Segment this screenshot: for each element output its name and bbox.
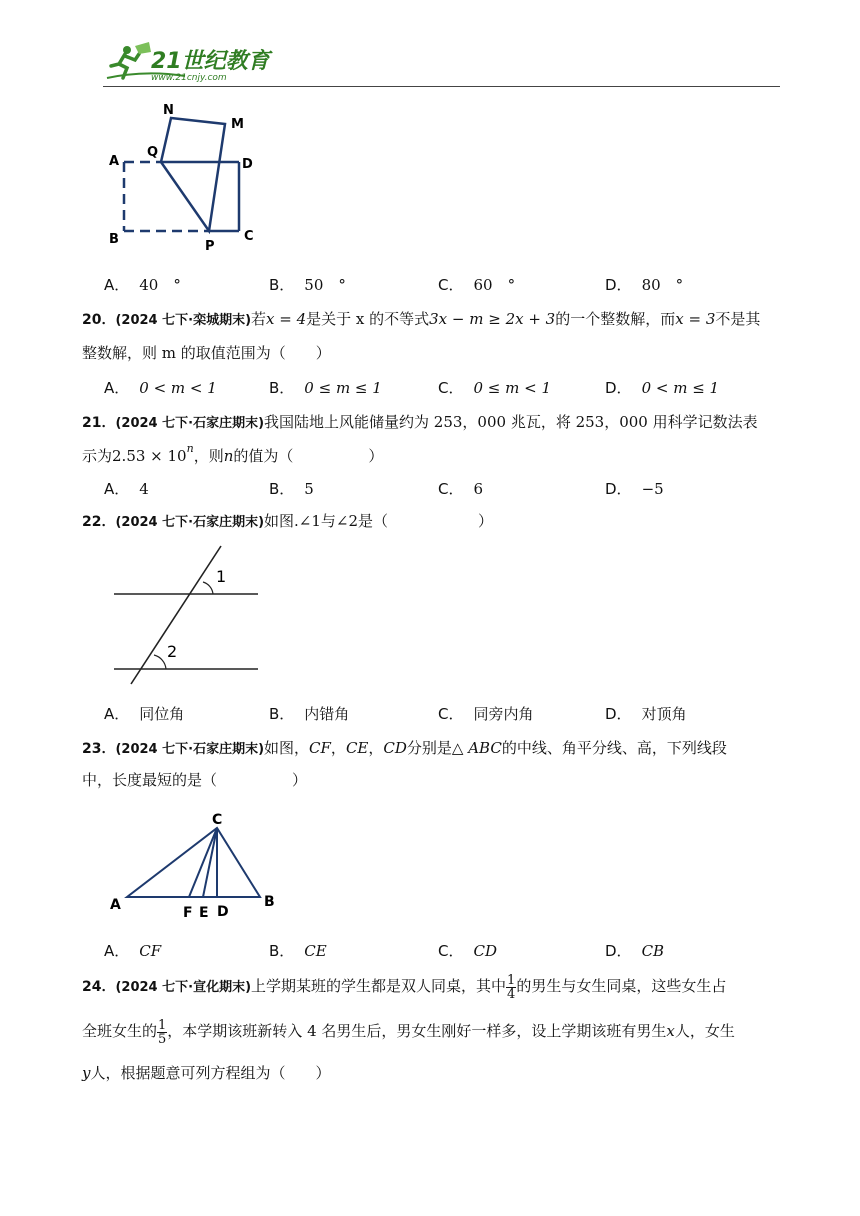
q19-option-b[interactable]: B． 50 ° [269,276,346,294]
q22-option-b[interactable]: B． 内错角 [269,705,350,723]
logo-text: 21世纪教育 [151,49,270,74]
fraction-one-fourth: $\frac{1}{4}$ [507,972,516,1002]
q24-stem-line2: 全班女生的 $\frac{1}{5}$ ，本学期该班新转入 4 名男生后，男女生刚好一样多，设上学期该班有男生x人，女生 [82,1017,735,1047]
q21-option-a[interactable]: A． 4 [104,480,149,498]
q20-option-a[interactable]: A． 0 < m < 1 [104,379,217,397]
q19-option-c[interactable]: C． 60 ° [438,276,516,294]
logo [105,40,275,84]
q20-stem-line2: 整数解，则 m 的取值范围为（ ） [82,344,331,362]
label-C: C [212,812,223,828]
q23-stem: 23．(2024 七下·石家庄期末)如图，CF，CE，CD分别是△ ABC的中线、角平分线、高，下列线段 [82,739,727,757]
angle-2-label: 2 [167,642,178,661]
q23-option-a[interactable]: A． CF [104,942,162,960]
label-N: N [163,103,174,118]
q20-option-c[interactable]: C． 0 ≤ m < 1 [438,379,552,397]
label-D: D [242,157,253,172]
q23-stem-line2: 中，长度最短的是（ ） [82,771,308,789]
q21-option-c[interactable]: C． 6 [438,480,484,498]
q20-option-d[interactable]: D． 0 < m ≤ 1 [605,379,720,397]
q24-stem-line3: y人，根据题意可列方程组为（ ） [82,1064,331,1082]
q22-stem: 22．(2024 七下·石家庄期末)如图.∠1与∠2是（ ） [82,512,494,530]
q22-option-d[interactable]: D． 对顶角 [605,705,687,723]
figure-q22 [108,540,268,690]
q23-option-b[interactable]: B． CE [269,942,327,960]
q20-stem: 20．(2024 七下·栾城期末)若x = 4是关于 x 的不等式3x − m ≥ 2x + 3的一个整数解，而x = 3不是其 [82,310,761,328]
q20-option-b[interactable]: B． 0 ≤ m ≤ 1 [269,379,382,397]
figure-q19 [105,98,265,258]
label-F: F [183,905,193,921]
q23-option-d[interactable]: D． CB [605,942,665,960]
q21-stem: 21．(2024 七下·石家庄期末)我国陆地上风能储量约为 253，000 兆瓦，将 253，000 用科学记数法表 [82,413,758,431]
q21-option-d[interactable]: D． −5 [605,480,664,498]
label-A: A [109,154,120,169]
angle-2-arc [154,655,166,669]
q23-option-c[interactable]: C． CD [438,942,497,960]
label-D: D [217,904,229,920]
angle-1-label: 1 [216,567,227,586]
q19-option-d[interactable]: D． 80 ° [605,276,684,294]
label-E: E [199,905,209,921]
transversal-line [131,546,221,684]
label-M: M [231,117,244,132]
q21-option-b[interactable]: B． 5 [269,480,314,498]
figure-q23 [105,806,285,926]
label-Q: Q [147,145,159,160]
label-P: P [205,239,215,254]
angle-1-arc [203,582,213,594]
label-C: C [244,229,254,244]
header-divider [103,86,780,87]
logo-graphic [105,40,275,84]
label-B: B [264,894,275,910]
label-B: B [109,232,119,247]
q21-stem-line2: 示为$2.53 \times 10^n$，则n的值为（ ） [82,442,384,465]
q19-option-a[interactable]: A． 40 ° [104,276,181,294]
logo-url: www.21cnjy.com [151,73,227,83]
folded-shape [161,118,225,231]
q22-option-a[interactable]: A． 同位角 [104,705,185,723]
q22-option-c[interactable]: C． 同旁内角 [438,705,534,723]
label-A: A [110,897,121,913]
fraction-one-fifth: $\frac{1}{5}$ [158,1017,167,1047]
q24-stem: 24．(2024 七下·宣化期末)上学期某班的学生都是双人同桌，其中 $\frac{1}{4}$ 的男生与女生同桌，这些女生占 [82,972,727,1002]
